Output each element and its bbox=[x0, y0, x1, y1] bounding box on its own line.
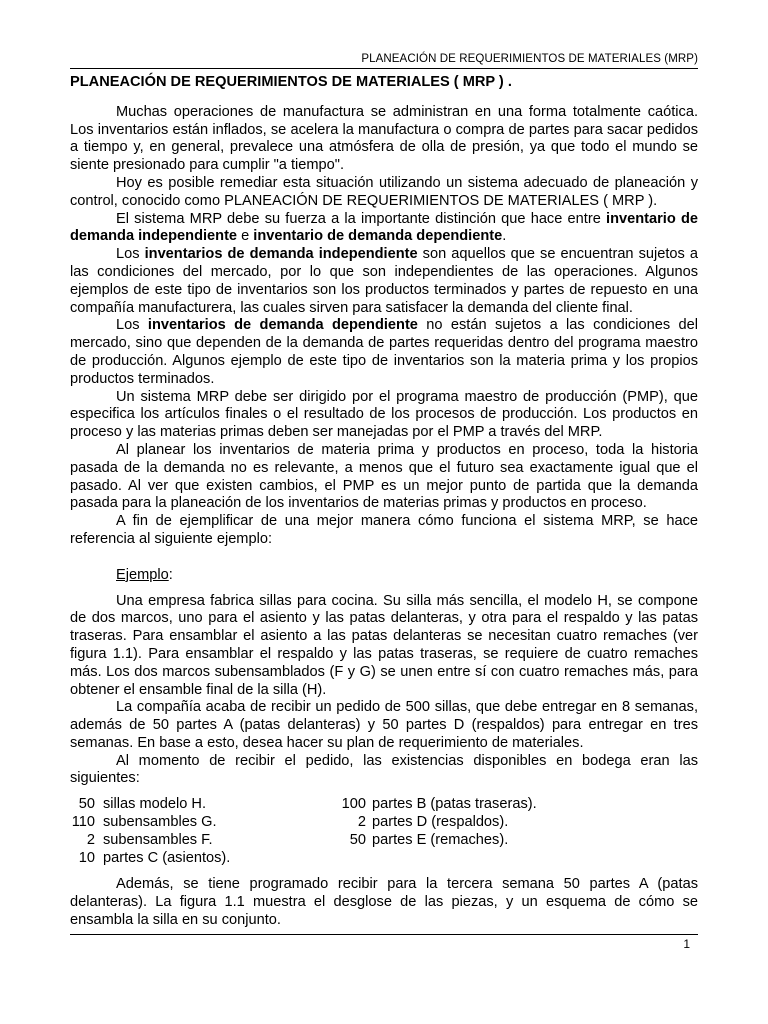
paragraph-history: Al planear los inventarios de materia prima y productos en proceso, toda la historia pasada de la demanda no es relevante, a menos que el futuro sea exactamente igual que el pasado. Al ver que existen cambios, el PMP es un mejor punto de partida que la demanda pasada para la planeación de los inventarios de materias primas y productos en proceso. bbox=[70, 441, 698, 512]
list-item: 50 sillas modelo H. bbox=[78, 796, 207, 813]
example-paragraph-order: La compañía acaba de recibir un pedido de 500 sillas, que debe entregar en 8 semanas, además de 50 partes A (patas delanteras) y 50 partes D (respaldos) para entregar en tres semanas. En base a esto, desea hacer su plan de requerimiento de materiales. bbox=[70, 699, 698, 751]
example-heading: Ejemplo: bbox=[116, 566, 173, 583]
example-paragraph-stock-intro: Al momento de recibir el pedido, las existencias disponibles en bodega eran las siguientes: bbox=[70, 752, 698, 787]
footer-rule bbox=[70, 934, 698, 935]
document-title: PLANEACIÓN DE REQUERIMIENTOS DE MATERIALES ( MRP ) . bbox=[70, 74, 512, 90]
list-item: 110 subensambles G. bbox=[71, 814, 217, 831]
header-rule bbox=[70, 68, 698, 69]
document-body bbox=[70, 74, 698, 930]
example-paragraph-chair: Una empresa fabrica sillas para cocina. Su silla más sencilla, el modelo H, se compone de dos marcos, uno para el asiento y las patas delanteras, y otra para el respaldo y las patas traseras. Para ensamblar el asiento a las patas delanteras se necesitan cuatro remaches (ver figura 1.1). Para ensamblar el respaldo y las patas traseras, se requiere de cuatro remaches más. Los dos marcos subensamblados (F y G) se unen entre sí con cuatro remaches más, para obtener el ensamble final de la silla (H). bbox=[70, 592, 698, 698]
paragraph-intro: Muchas operaciones de manufactura se administran en una forma totalmente caótica. Los inventarios están inflados, se acelera la manufactura o compra de partes para sacar pedidos a tiempo y, en general, prevalece una atmósfera de olla de presión, ya que todo el mundo se siente presionado para cumplir "a tiempo". bbox=[70, 103, 698, 174]
page-number: 1 bbox=[683, 937, 690, 951]
term-independent: inventario de demanda independiente bbox=[70, 210, 698, 245]
list-item: 100 partes B (patas traseras). bbox=[341, 796, 537, 813]
stock-list-left bbox=[70, 796, 330, 868]
example-paragraph-schedule: Además, se tiene programado recibir para la tercera semana 50 partes A (patas delanteras). La figura 1.1 muestra el desglose de las piezas, y un esquema de cómo se ensambla la silla en su conjunto. bbox=[70, 876, 698, 928]
list-item: 50 partes E (remaches). bbox=[349, 832, 509, 849]
paragraph-pmp: Un sistema MRP debe ser dirigido por el programa maestro de producción (PMP), que especifica los artículos finales o el resultado de los procesos de producción. Los productos en proceso y las materias primas deben ser manejadas por el PMP a través del MRP. bbox=[70, 388, 698, 441]
list-item: 2 partes D (respaldos). bbox=[357, 814, 509, 831]
paragraph-example-intro: A fin de ejemplificar de una mejor manera cómo funciona el sistema MRP, se hace referencia al siguiente ejemplo: bbox=[70, 513, 698, 547]
running-header: PLANEACIÓN DE REQUERIMIENTOS DE MATERIALES (MRP) bbox=[361, 53, 698, 65]
paragraph-dependent: Los inventarios de demanda dependiente no están sujetos a las condiciones del mercado, sino que dependen de la demanda de partes requeridas dentro del programa maestro de producción. Algunos ejemplo de este tipo de inventarios son la materia prima y los propios productos terminados. bbox=[70, 317, 698, 387]
list-item: 2 subensambles F. bbox=[86, 832, 213, 849]
stock-list bbox=[70, 796, 698, 868]
paragraph-independent: Los inventarios de demanda independiente son aquellos que se encuentran sujetos a las condiciones del mercado, por lo que son independientes de las operaciones. Algunos ejemplos de este tipo de inventarios son los productos terminados y partes de repuesto en una compañía manufacturera, las cuales sirven para satisfacer la demanda del cliente final. bbox=[70, 246, 699, 316]
paragraph-remedy: Hoy es posible remediar esta situación utilizando un sistema adecuado de planeación y control, conocido como PLANEACIÓN DE REQUERIMIENTOS DE MATERIALES ( MRP ). bbox=[70, 174, 698, 209]
list-item: 10 partes C (asientos). bbox=[78, 850, 231, 867]
stock-list-right bbox=[336, 796, 676, 850]
paragraph-distinction: El sistema MRP debe su fuerza a la importante distinción que hace entre inventario de demanda independiente e inventario de demanda dependiente. bbox=[70, 210, 698, 245]
term-dependent: inventario de demanda dependiente bbox=[253, 228, 503, 245]
